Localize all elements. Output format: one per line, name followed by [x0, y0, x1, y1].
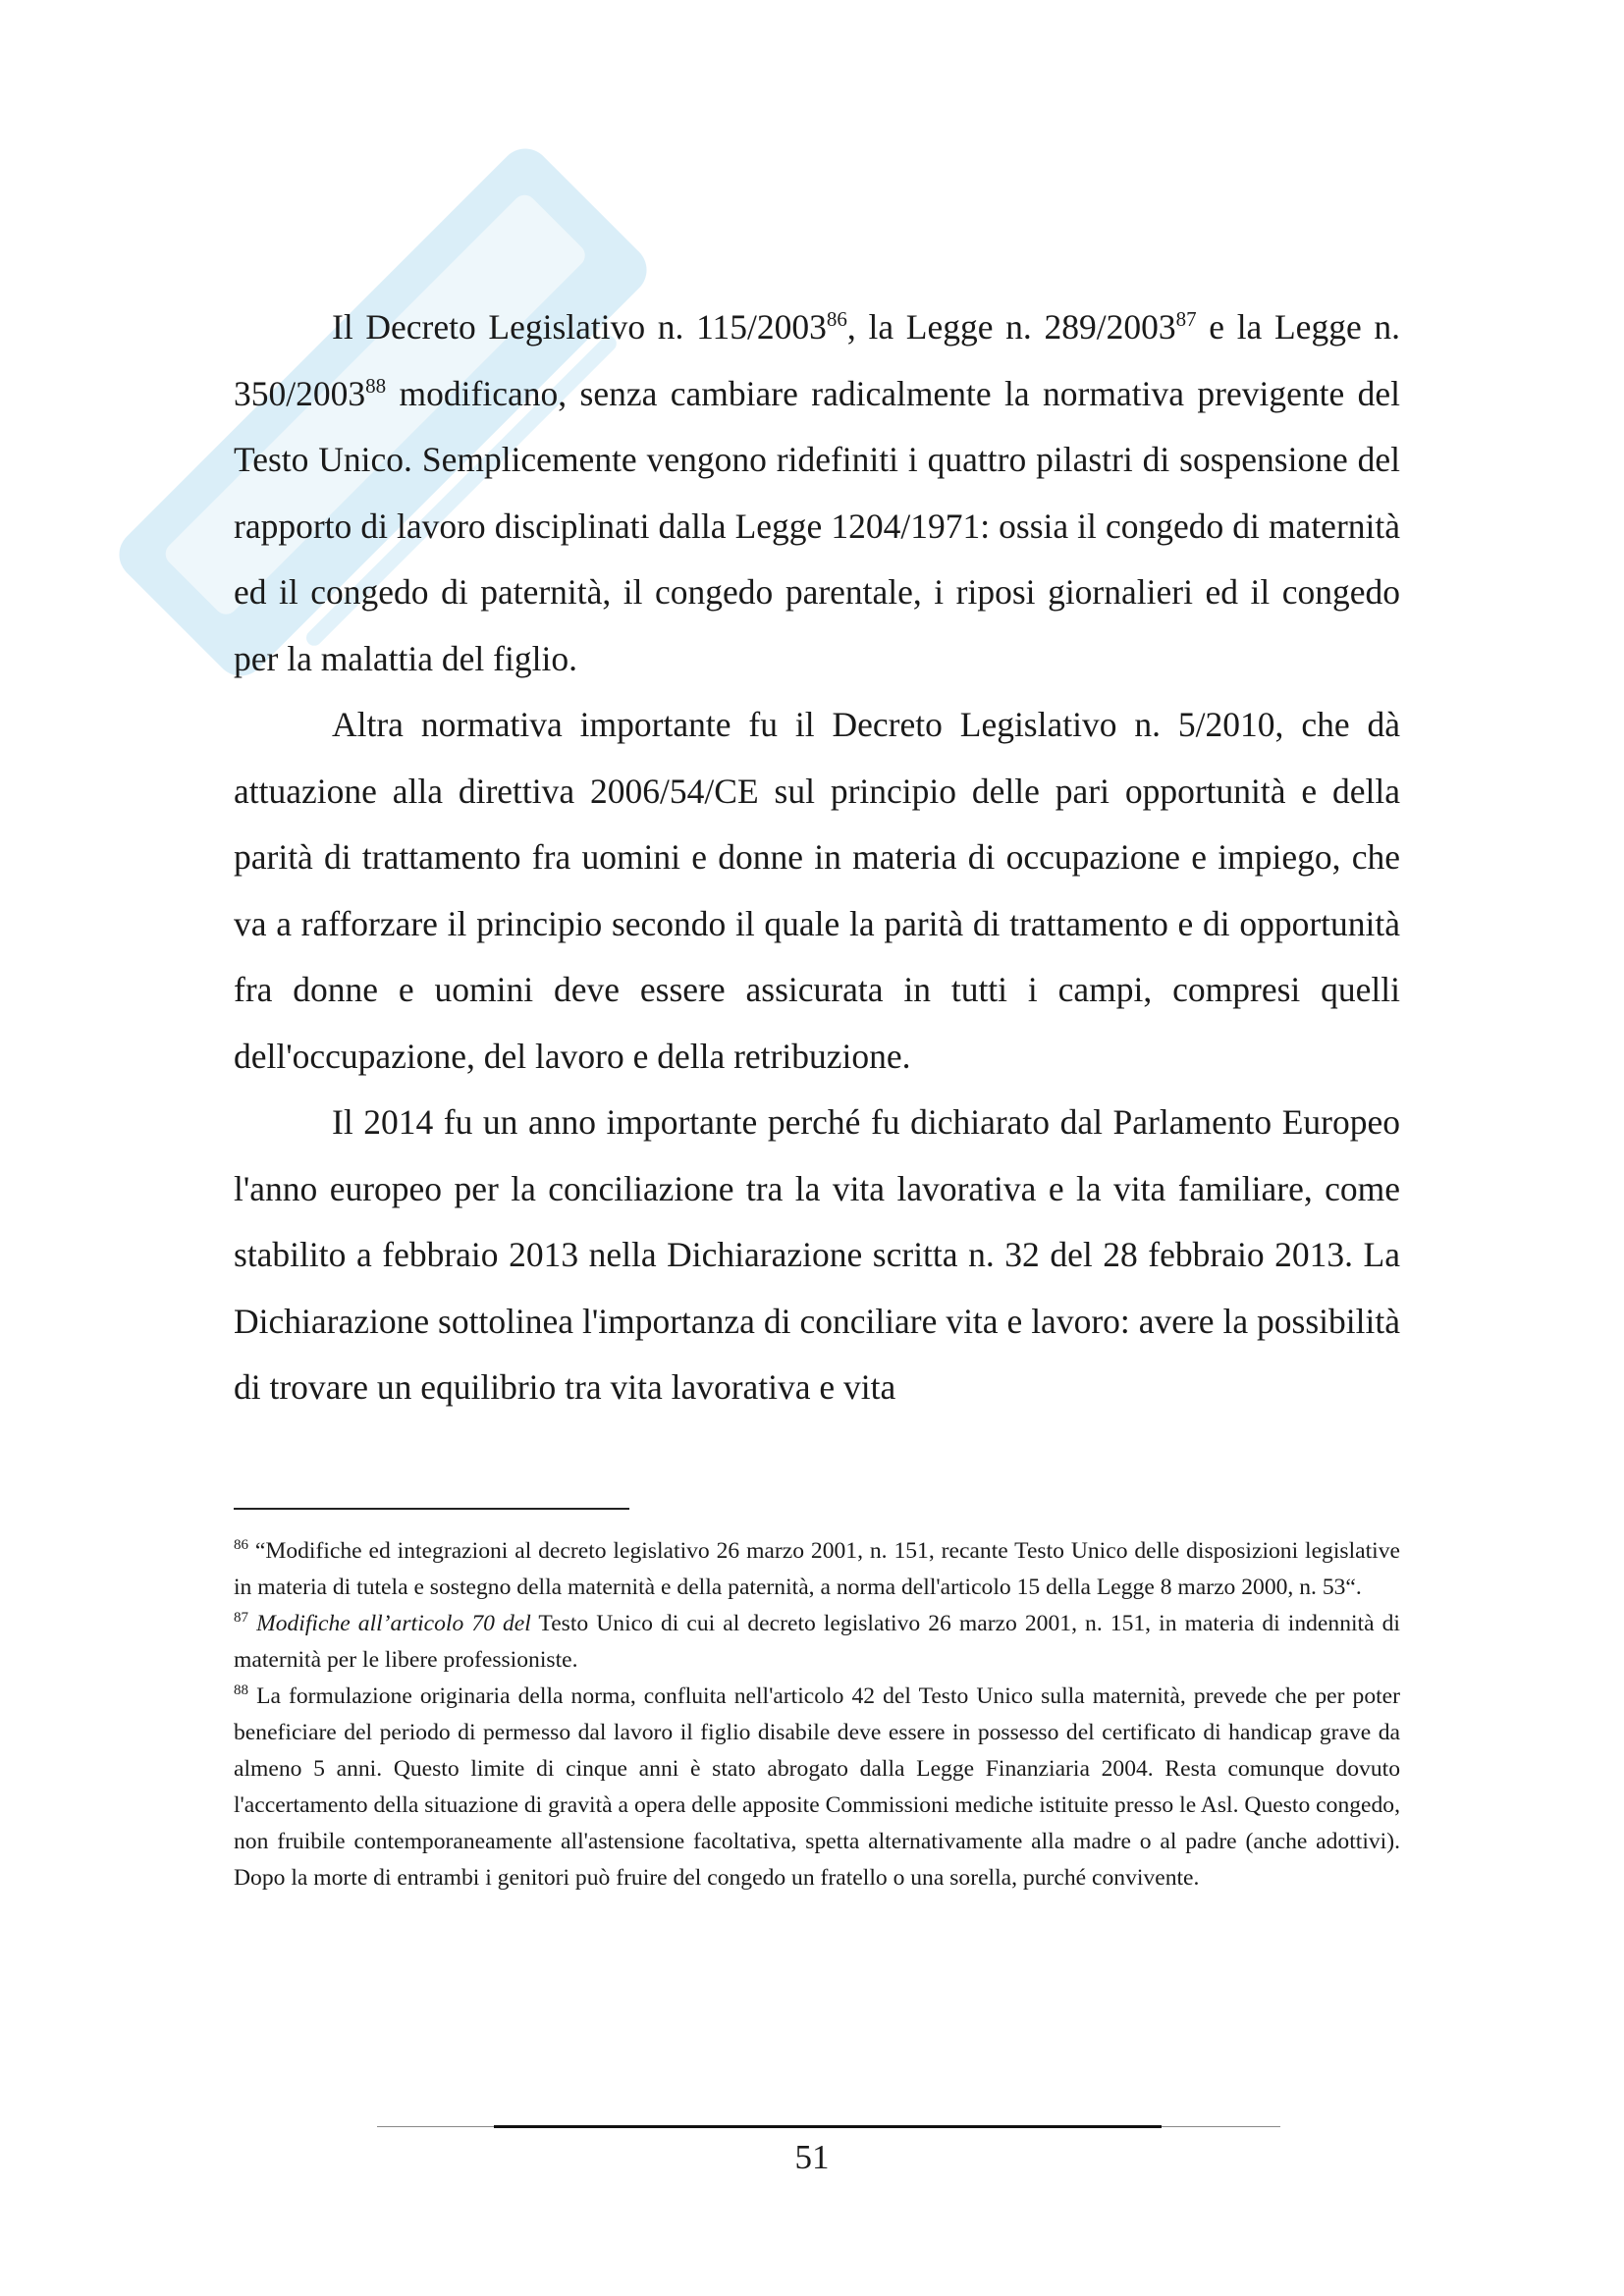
paragraph-3: Il 2014 fu un anno importante perché fu dichiarato dal Parlamento Europeo l'anno europeo per la conciliazione tra la vita lavorativa e la vita familiare, come stabilito a febbraio 2013 nella Dichiarazione scritta n. 32 del 28 febbraio 2013. La Dichiarazione sottolinea l'importanza di conciliare vita e lavoro: avere la possibilità di trovare un equilibrio tra vita lavorativa e vita — [234, 1102, 1400, 1407]
footnote-ref-87: 87 — [1175, 307, 1197, 332]
paragraph-1 — [234, 294, 1400, 692]
paragraph-1-text: , la Legge n. 289/2003 — [846, 307, 1176, 347]
footnote-87 — [234, 1606, 1400, 1679]
footnote-number: 87 — [234, 1610, 248, 1627]
footnote-italic-text: Modifiche all’articolo 70 del — [248, 1611, 531, 1636]
footnotes — [234, 1533, 1400, 1896]
footnote-ref-86: 86 — [826, 307, 847, 332]
paragraph-1-text: e la Legge n. 350/2003 — [234, 307, 1401, 413]
page-footer-rule-thick — [494, 2125, 1162, 2128]
body-text — [234, 294, 1400, 1421]
footnote-number: 88 — [234, 1682, 248, 1699]
footnote-number: 86 — [234, 1537, 248, 1554]
footnote-text: La formulazione originaria della norma, confluita nell'articolo 42 del Testo Unico sulla maternità, prevede che per poter beneficiare del periodo di permesso dal lavoro il figlio disabile deve essere in possesso del certificato di handicap grave da almeno 5 anni. Questo limite di cinque anni è stato abrogato dalla Legge Finanziaria 2004. Resta comunque dovuto l'accertamento della situazione di gravità a opera delle apposite Commissioni mediche istituite presso le Asl. Questo congedo, non fruibile contemporaneamente all'astensione facoltativa, spetta alternativamente alla madre o al padre (anche adottivi). Dopo la morte di entrambi i genitori può fruire del congedo un fratello o una sorella, purché convivente. — [234, 1683, 1400, 1891]
footnote-ref-88: 88 — [365, 373, 387, 398]
footnote-text: “Modifiche ed integrazioni al decreto legislativo 26 marzo 2001, n. 151, recante Testo Unico delle disposizioni legislative in materia di tutela e sostegno della maternità e della paternità, a norma dell'articolo 15 della Legge 8 marzo 2000, n. 53“. — [234, 1538, 1400, 1600]
page-number: 51 — [794, 2138, 830, 2176]
paragraph-1-text: Il Decreto Legislativo n. 115/2003 — [332, 307, 827, 347]
footnote-86 — [234, 1533, 1400, 1606]
footnote-text: Testo Unico di cui al decreto legislativo 26 marzo 2001, n. 151, in materia di indennità di maternità per le libere professioniste. — [234, 1611, 1400, 1673]
footnote-separator — [234, 1508, 629, 1510]
paragraph-1-text: modificano, senza cambiare radicalmente la normativa previgente del Testo Unico. Semplicemente vengono ridefiniti i quattro pilastri di sospensione del rapporto di lavoro disciplinati dalla Legge 1204/1971: ossia il congedo di maternità ed il congedo di paternità, il congedo parentale, i riposi giornalieri ed il congedo per la malattia del figlio. — [234, 373, 1400, 678]
footnote-88 — [234, 1679, 1400, 1896]
paragraph-2: Altra normativa importante fu il Decreto Legislativo n. 5/2010, che dà attuazione alla direttiva 2006/54/CE sul principio delle pari opportunità e della parità di trattamento fra uomini e donne in materia di occupazione e impiego, che va a rafforzare il principio secondo il quale la parità di trattamento e di opportunità fra donne e uomini deve essere assicurata in tutti i campi, compresi quelli dell'occupazione, del lavoro e della retribuzione. — [234, 705, 1400, 1076]
